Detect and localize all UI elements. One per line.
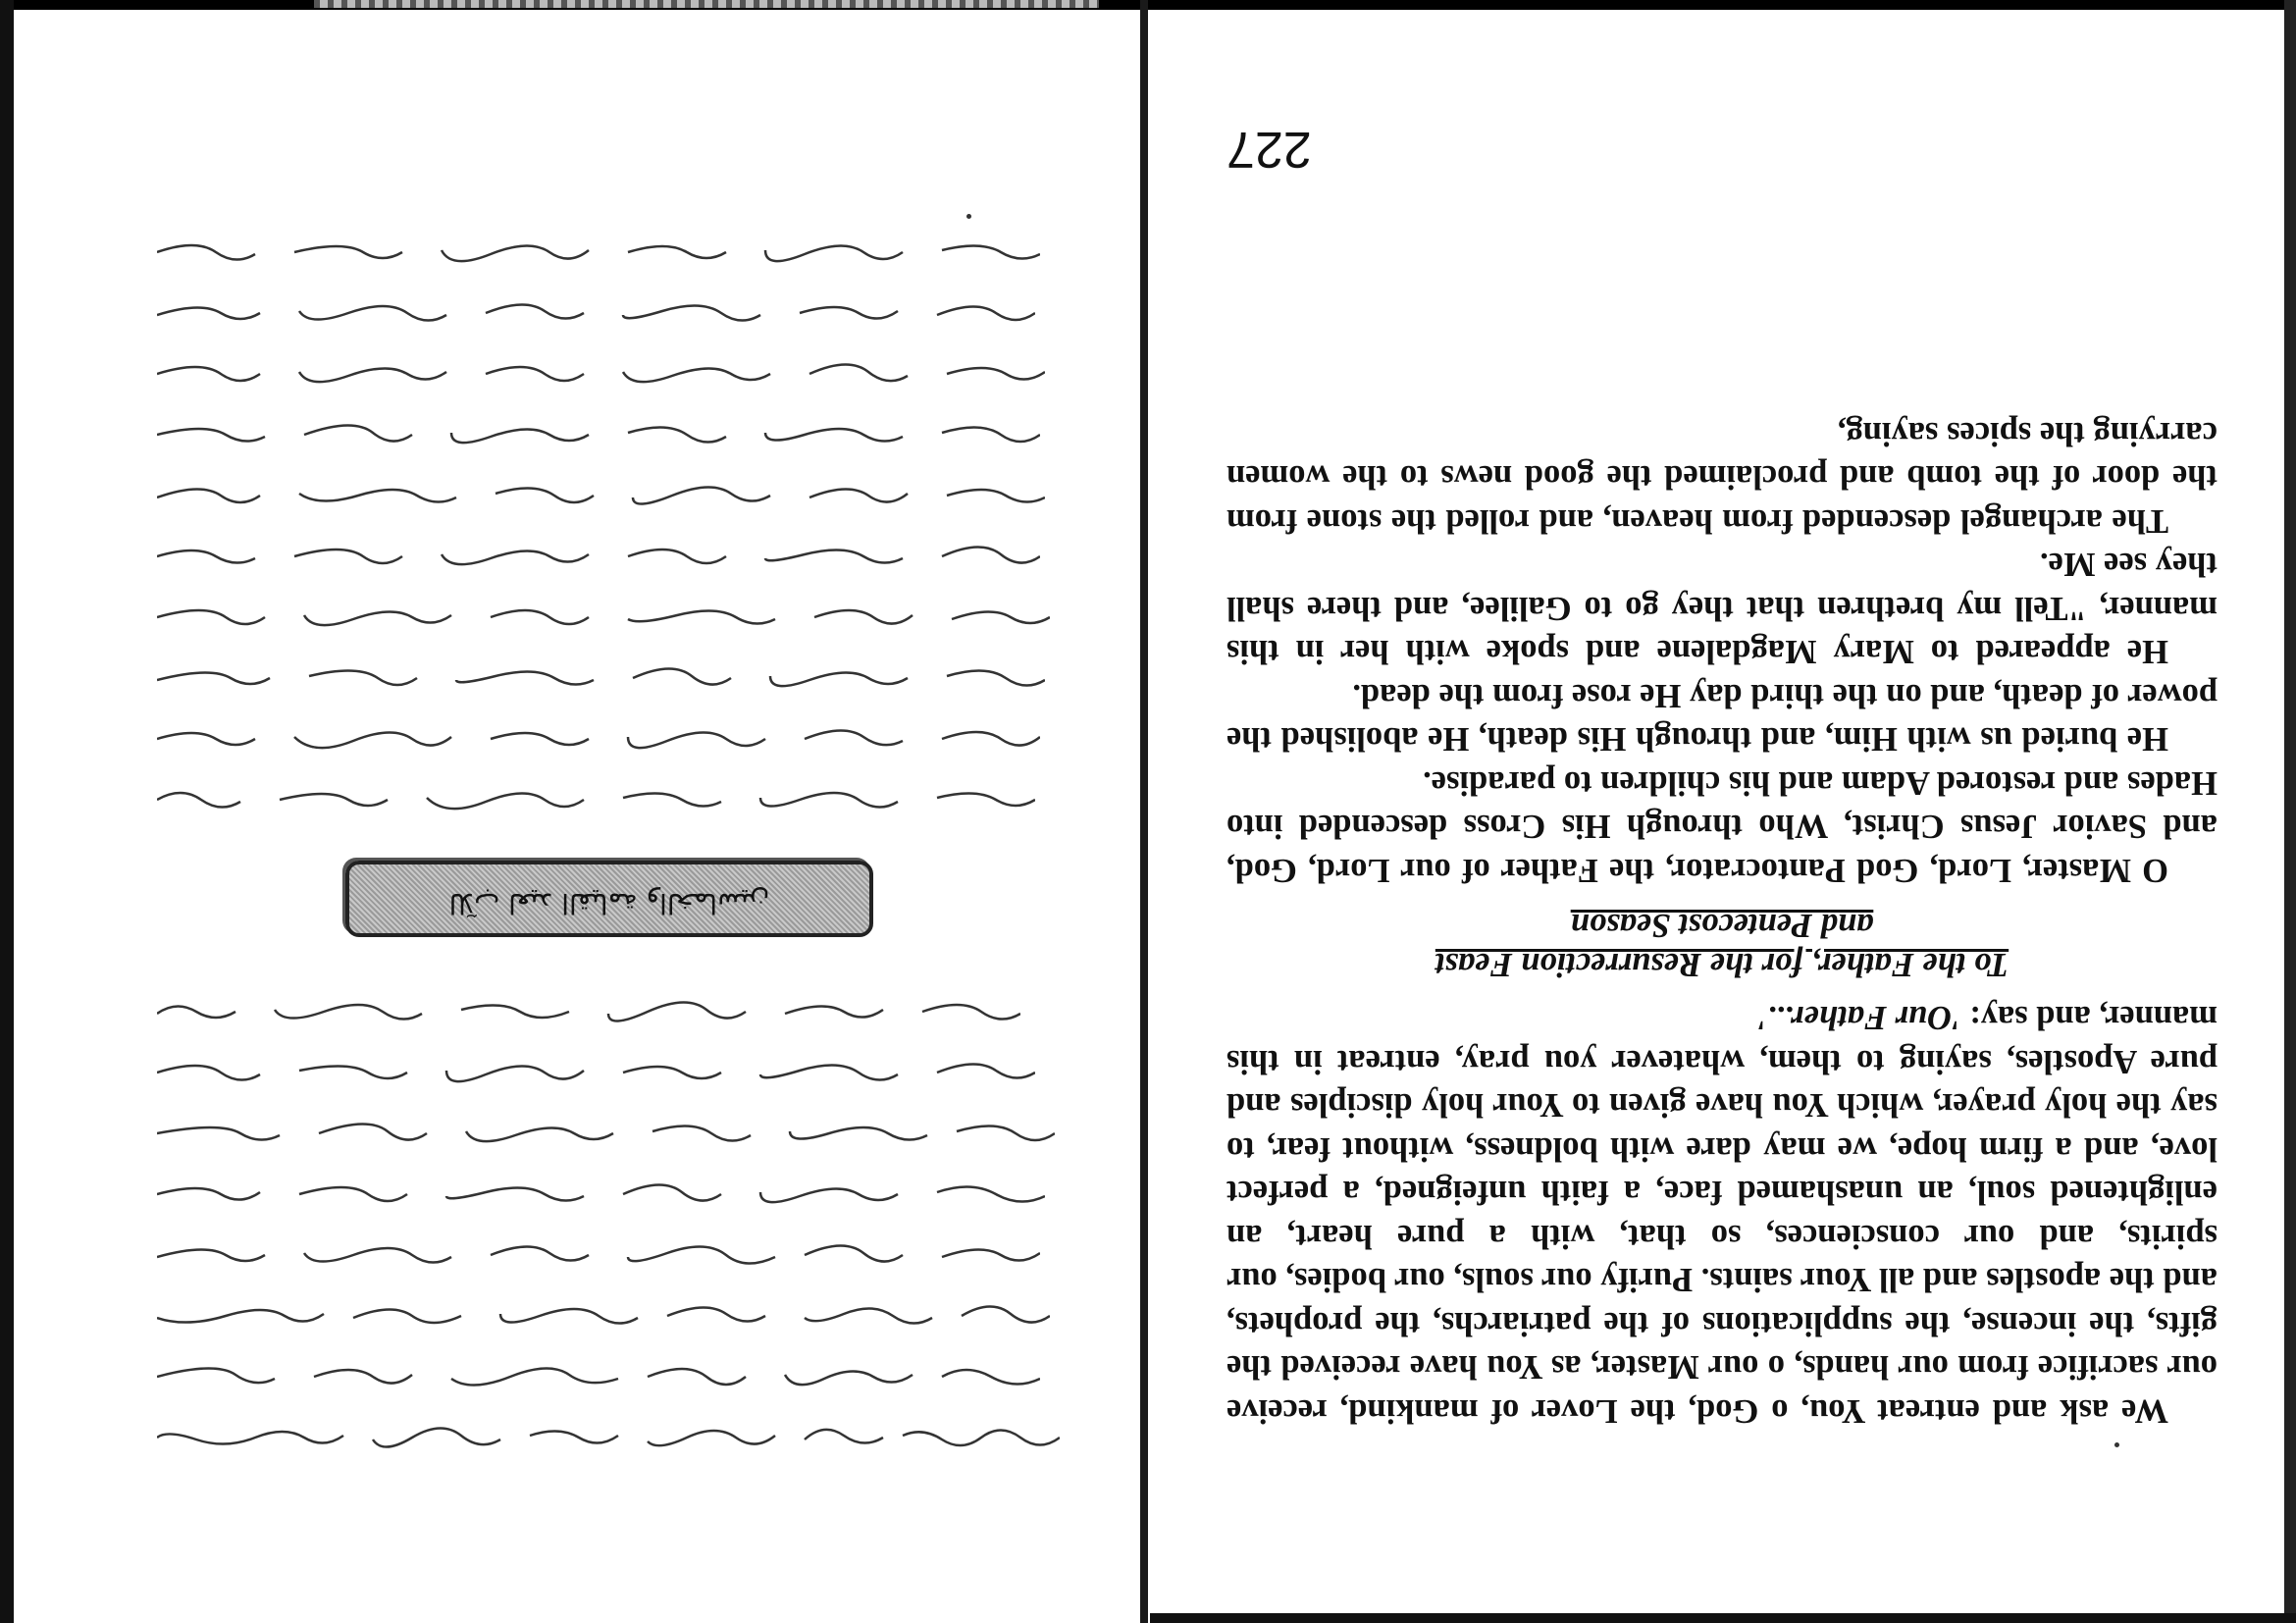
- arabic-handwritten-line: [157, 1363, 1040, 1396]
- arabic-handwritten-line: [157, 421, 1040, 454]
- arabic-handwritten-line: [157, 1302, 1050, 1335]
- prayer-paragraph: The archangel descended from heaven, and rolled the stone from the door of the tomb and proclaimed the good news to the women carrying the spices saying,: [1226, 415, 2218, 540]
- scan-speck: [2114, 1442, 2119, 1447]
- prayer-paragraph: He appeared to Mary Magdalene and spoke with her in this manner, "Tell my brethren that they go to Galilee, and there shall they see Me.: [1226, 546, 2218, 671]
- arabic-handwritten-line: [157, 1180, 1045, 1214]
- arabic-handwritten-line: [157, 1059, 1035, 1092]
- scan-edge-bottom: [1150, 1613, 2296, 1623]
- scan-artifact: [314, 0, 1099, 8]
- section-title-line-1: To the Father, for the Resurrection Feast: [1435, 946, 2009, 983]
- book-gutter: [1140, 0, 1148, 1623]
- prayer-paragraph: O Master, Lord, God Pantocrator, the Father of our Lord, God, and Savior Jesus Christ, Who through His Cross descended into Hades and restored Adam and his children to paradise.: [1226, 764, 2218, 889]
- arabic-handwritten-line: [157, 1241, 1040, 1275]
- arabic-handwritten-line: [157, 543, 1040, 576]
- prayer-text: We ask and entreat You, o God, the Lover of mankind, receive our sacrifice from our hands, o our Master, as You have received the gifts, the incense, the supplications of the patriarchs, the prophets, and the apostles and all Your saints. Purify our souls, our bodies, our spirits, and our consciences, so that, with a pure heart, an enlightened soul, an unashamed face, a faith unfeigned, a perfect love, and a firm hope, we may dare with boldness, without fear, to say the holy prayer, which You have given to Your holy disciples and pure Apostles, saying to them, whatever you pray, entreat in this manner, and say:: [1226, 999, 2218, 1430]
- arabic-handwritten-line: [157, 725, 1040, 759]
- section-title-text: للآب لعيد القيامة والخماسين: [448, 887, 770, 919]
- prayer-paragraph: [1226, 996, 2218, 1433]
- section-title: [1226, 906, 2218, 984]
- our-father-quote: 'Our Father...': [1757, 999, 1961, 1037]
- section-title-line-2: and Pentecost Season: [1570, 907, 1874, 944]
- arabic-handwritten-line: [157, 664, 1045, 698]
- scan-speck: [966, 214, 971, 219]
- arabic-handwritten-line: [157, 299, 1035, 333]
- scan-edge-left: [0, 0, 14, 1623]
- arabic-handwritten-line: [157, 1120, 1055, 1153]
- arabic-handwritten-line: [157, 786, 1035, 819]
- arabic-handwritten-line: [157, 998, 1020, 1031]
- arabic-handwritten-line: [157, 603, 1050, 637]
- arabic-page: [157, 211, 1060, 1457]
- scan-edge-right: [2284, 0, 2296, 1623]
- arabic-handwritten-line: [157, 482, 1045, 515]
- arabic-handwritten-line: [157, 360, 1045, 393]
- page-number: 227: [1226, 121, 1312, 179]
- section-title-box: [345, 861, 873, 937]
- prayer-paragraph: He buried us with Him, and through His death, He abolished the power of death, and on the third day He rose from the dead.: [1226, 677, 2218, 759]
- arabic-handwritten-line: [157, 1424, 1060, 1457]
- arabic-handwritten-line: [157, 238, 1040, 272]
- english-page: [1226, 121, 2218, 1433]
